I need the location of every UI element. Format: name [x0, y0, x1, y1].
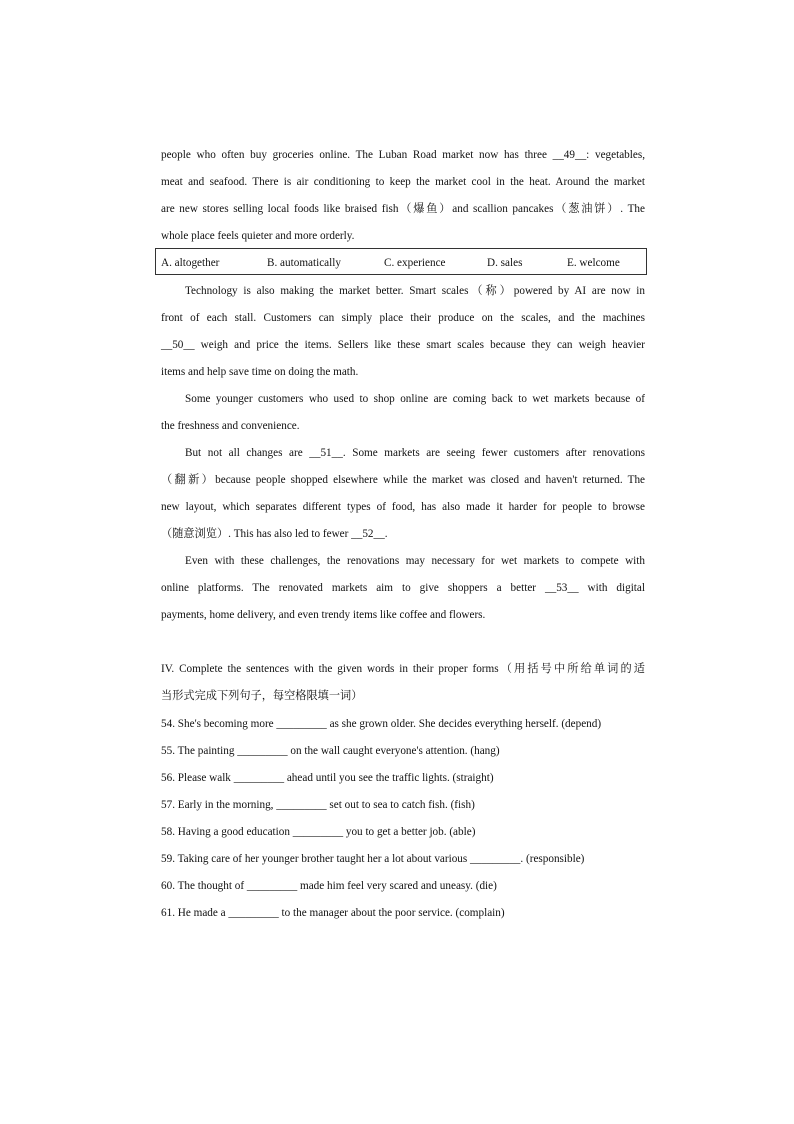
- option-e: E. welcome: [567, 257, 620, 269]
- question-61: 61. He made a _________ to the manager about the poor service. (complain): [161, 907, 505, 919]
- passage-line: Even with these challenges, the renovations may necessary for wet markets to compete with: [185, 555, 645, 567]
- question-60: 60. The thought of _________ made him feel very scared and uneasy. (die): [161, 880, 497, 892]
- word-options-box: [155, 248, 647, 275]
- question-56: 56. Please walk _________ ahead until you see the traffic lights. (straight): [161, 772, 494, 784]
- passage-line: items and help save time on doing the math.: [161, 366, 359, 378]
- option-d: D. sales: [487, 257, 523, 269]
- passage-line: meat and seafood. There is air conditioning to keep the market cool in the heat. Around the market: [161, 176, 645, 188]
- option-a: A. altogether: [161, 257, 220, 269]
- question-59: 59. Taking care of her younger brother taught her a lot about various _________. (responsible): [161, 853, 585, 865]
- question-55: 55. The painting _________ on the wall caught everyone's attention. (hang): [161, 745, 500, 757]
- passage-line: are new stores selling local foods like braised fish（爆鱼）and scallion pancakes（葱油饼）. The: [161, 203, 645, 215]
- question-58: 58. Having a good education _________ you to get a better job. (able): [161, 826, 476, 838]
- section-heading-cont: 当形式完成下列句子，每空格限填一词）: [161, 690, 363, 702]
- passage-line: Some younger customers who used to shop online are coming back to wet markets because of: [185, 393, 645, 405]
- passage-line: new layout, which separates different types of food, has also made it harder for people to browse: [161, 501, 645, 513]
- question-57: 57. Early in the morning, _________ set out to sea to catch fish. (fish): [161, 799, 475, 811]
- passage-line: payments, home delivery, and even trendy items like coffee and flowers.: [161, 609, 486, 621]
- passage-line: front of each stall. Customers can simply place their produce on the scales, and the machines: [161, 312, 645, 324]
- option-b: B. automatically: [267, 257, 341, 269]
- passage-line: __50__ weigh and price the items. Sellers like these smart scales because they can weigh heavier: [161, 339, 645, 351]
- passage-line: But not all changes are __51__. Some markets are seeing fewer customers after renovations: [185, 447, 645, 459]
- passage-line: the freshness and convenience.: [161, 420, 300, 432]
- passage-line: people who often buy groceries online. The Luban Road market now has three __49__: vegetables,: [161, 149, 645, 161]
- passage-line: Technology is also making the market better. Smart scales（称）powered by AI are now in: [185, 285, 645, 297]
- passage-line: online platforms. The renovated markets aim to give shoppers a better __53__ with digital: [161, 582, 645, 594]
- question-54: 54. She's becoming more _________ as she grown older. She decides everything herself. (depend): [161, 718, 602, 730]
- passage-line: （随意浏览）. This has also led to fewer __52__.: [161, 528, 388, 540]
- passage-line: （翻新）because people shopped elsewhere while the market was closed and haven't returned. The: [161, 474, 645, 486]
- passage-line: whole place feels quieter and more orderly.: [161, 230, 355, 242]
- option-c: C. experience: [384, 257, 446, 269]
- section-heading: IV. Complete the sentences with the given words in their proper forms（用括号中所给单词的适: [161, 663, 645, 675]
